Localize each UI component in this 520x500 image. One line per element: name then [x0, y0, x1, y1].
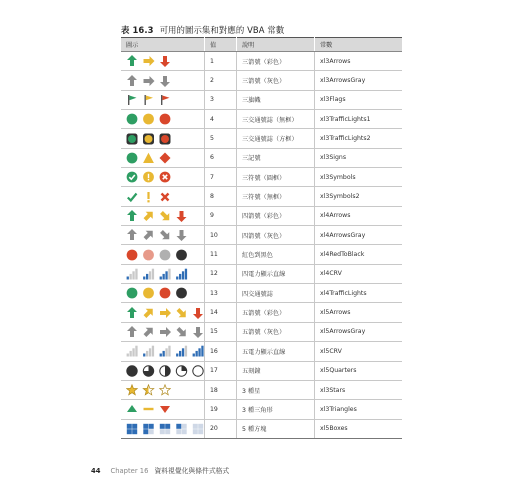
icon-set-cell — [121, 187, 205, 206]
box-icon — [193, 424, 203, 434]
value-cell: 10 — [205, 226, 237, 245]
table-row — [121, 110, 402, 129]
icon-set-cell — [121, 90, 205, 109]
arrow-icon — [158, 229, 173, 241]
flag-icon — [128, 95, 137, 105]
constant-cell: xl5Quarters — [315, 361, 403, 380]
icon-set-graphic — [126, 268, 188, 280]
icon-set-graphic — [126, 55, 171, 67]
traffic-light-icon — [127, 249, 138, 260]
icon-set-cell — [121, 206, 205, 225]
description-cell: 三記號 — [237, 148, 315, 167]
value-cell: 8 — [205, 187, 237, 206]
traffic-light-icon — [176, 288, 187, 299]
description-cell: 三交通號誌（方框） — [237, 129, 315, 148]
description-cell: 三符號（無框） — [237, 187, 315, 206]
icon-set-cell — [121, 361, 205, 380]
value-cell: 15 — [205, 322, 237, 341]
table-row — [121, 303, 402, 322]
check-icon — [128, 193, 137, 200]
star-icon — [127, 385, 138, 395]
triangle-down-icon — [160, 406, 170, 413]
icon-set-graphic — [126, 229, 188, 241]
arrow-icon — [127, 55, 137, 66]
description-cell: 三箭號（彩色） — [237, 52, 315, 71]
table-row — [121, 168, 402, 187]
value-cell: 5 — [205, 129, 237, 148]
icon-set-cell — [121, 380, 205, 399]
constant-cell: xl5Boxes — [315, 419, 403, 438]
icon-set-graphic — [126, 365, 204, 377]
constant-cell: xl5CRV — [315, 342, 403, 361]
value-cell: 1 — [205, 52, 237, 71]
description-cell: 3 種星 — [237, 380, 315, 399]
footer-chapter: Chapter 16 — [110, 467, 149, 475]
arrow-icon — [127, 210, 137, 221]
icon-set-cell — [121, 342, 205, 361]
icon-set-graphic — [126, 249, 188, 261]
constant-cell: xl4RedToBlack — [315, 245, 403, 264]
icon-set-cell — [121, 419, 205, 438]
arrow-icon — [141, 307, 156, 319]
dash-icon — [144, 408, 154, 410]
table-caption — [121, 24, 284, 36]
value-cell: 17 — [205, 361, 237, 380]
icon-set-graphic — [126, 345, 204, 357]
icon-set-cell — [121, 264, 205, 283]
arrow-icon — [160, 308, 171, 318]
box-icon — [160, 424, 170, 434]
signal-bars-icon — [127, 346, 138, 357]
arrow-icon — [158, 210, 173, 222]
table-row — [121, 71, 402, 90]
signal-bars-icon — [193, 346, 204, 357]
box-icon — [143, 424, 153, 434]
icon-set-graphic — [126, 171, 171, 183]
traffic-light-icon — [127, 114, 138, 125]
icon-set-graphic — [126, 75, 171, 87]
table-caption-text: 可用的圖示集和對應的 VBA 常數 — [159, 25, 285, 35]
constant-cell: xl3ArrowsGray — [315, 71, 403, 90]
icon-set-graphic — [126, 307, 204, 319]
icon-set-graphic — [126, 326, 204, 338]
description-cell: 五箭號（彩色） — [237, 303, 315, 322]
arrow-icon — [160, 327, 171, 337]
table-row — [121, 52, 402, 71]
header-description: 說明 — [237, 38, 315, 52]
icon-set-graphic — [126, 113, 171, 125]
arrow-icon — [144, 56, 155, 66]
description-cell: 五刻鐘 — [237, 361, 315, 380]
table-row — [121, 245, 402, 264]
star-icon — [143, 385, 154, 395]
description-cell: 三符號（圓框） — [237, 168, 315, 187]
quarter-circle-icon — [193, 365, 203, 375]
value-cell: 7 — [205, 168, 237, 187]
table-row — [121, 226, 402, 245]
table-row — [121, 380, 402, 399]
traffic-light-icon — [127, 152, 138, 163]
icon-set-cell — [121, 110, 205, 129]
table-row — [121, 148, 402, 167]
icon-set-graphic — [126, 191, 171, 203]
traffic-light-icon — [127, 133, 138, 144]
cross-circle-icon — [160, 172, 171, 183]
quarter-circle-icon — [160, 365, 170, 375]
star-icon — [160, 385, 171, 395]
icon-set-graphic — [126, 403, 171, 415]
header-constant: 常數 — [315, 38, 403, 52]
value-cell: 13 — [205, 284, 237, 303]
table-row — [121, 400, 402, 419]
page-footer — [91, 465, 229, 475]
value-cell: 4 — [205, 110, 237, 129]
description-cell: 紅色到黑色 — [237, 245, 315, 264]
arrow-icon — [193, 327, 203, 338]
description-cell: 3 種三角形 — [237, 400, 315, 419]
cross-icon — [162, 193, 169, 200]
table-row — [121, 129, 402, 148]
traffic-light-icon — [143, 249, 154, 260]
quarter-circle-icon — [143, 365, 153, 375]
table-row — [121, 419, 402, 438]
value-cell: 19 — [205, 400, 237, 419]
signal-bars-icon — [143, 269, 154, 280]
description-cell: 四箭號（彩色） — [237, 206, 315, 225]
footer-chapter-title: 資料視覺化與條件式格式 — [154, 467, 230, 475]
value-cell: 20 — [205, 419, 237, 438]
table-row — [121, 322, 402, 341]
icon-set-graphic — [126, 94, 171, 106]
constant-cell: xl3Signs — [315, 148, 403, 167]
signal-bars-icon — [143, 346, 154, 357]
icon-set-cell — [121, 400, 205, 419]
exclamation-icon — [147, 192, 149, 202]
icon-set-graphic — [126, 423, 204, 435]
traffic-light-icon — [160, 288, 171, 299]
arrow-icon — [141, 210, 156, 222]
signal-bars-icon — [127, 269, 138, 280]
icon-set-graphic — [126, 210, 188, 222]
value-cell: 6 — [205, 148, 237, 167]
icon-set-cell — [121, 52, 205, 71]
arrow-icon — [174, 307, 189, 319]
description-cell: 三箭號（灰色） — [237, 71, 315, 90]
value-cell: 9 — [205, 206, 237, 225]
table-row — [121, 342, 402, 361]
box-icon — [127, 424, 137, 434]
icon-set-cell — [121, 168, 205, 187]
value-cell: 14 — [205, 303, 237, 322]
flag-icon — [145, 95, 154, 105]
traffic-light-icon — [160, 114, 171, 125]
signal-bars-icon — [160, 269, 171, 280]
signal-bars-icon — [160, 346, 171, 357]
table-row — [121, 264, 402, 283]
constant-cell: xl4ArrowsGray — [315, 226, 403, 245]
description-cell: 五電力顯示直線 — [237, 342, 315, 361]
icon-set-cell — [121, 226, 205, 245]
arrow-icon — [177, 211, 187, 222]
header-icon: 圖示 — [121, 38, 205, 52]
arrow-icon — [193, 308, 203, 319]
constant-cell: xl3Stars — [315, 380, 403, 399]
icon-set-cell — [121, 284, 205, 303]
description-cell: 三旗幟 — [237, 90, 315, 109]
arrow-icon — [141, 229, 156, 241]
description-cell: 五箭號（灰色） — [237, 322, 315, 341]
icon-set-graphic — [126, 384, 171, 396]
constant-cell: xl3Symbols2 — [315, 187, 403, 206]
icon-set-cell — [121, 245, 205, 264]
constant-cell: xl4TrafficLights — [315, 284, 403, 303]
constant-cell: xl3TrafficLights1 — [315, 110, 403, 129]
description-cell: 四電力顯示直線 — [237, 264, 315, 283]
table-row — [121, 187, 402, 206]
value-cell: 16 — [205, 342, 237, 361]
arrow-icon — [144, 76, 155, 86]
arrow-icon — [177, 230, 187, 241]
traffic-light-icon — [127, 288, 138, 299]
quarter-circle-icon — [127, 365, 137, 375]
constant-cell: xl3Symbols — [315, 168, 403, 187]
description-cell: 四箭號（灰色） — [237, 226, 315, 245]
page-number: 44 — [91, 467, 101, 475]
arrow-icon — [127, 326, 137, 337]
description-cell: 三交通號誌（無框） — [237, 110, 315, 129]
table-row — [121, 90, 402, 109]
icon-set-graphic — [126, 133, 171, 145]
table-row — [121, 361, 402, 380]
constant-cell: xl5Arrows — [315, 303, 403, 322]
arrow-icon — [127, 307, 137, 318]
value-cell: 2 — [205, 71, 237, 90]
icon-set-graphic — [126, 287, 188, 299]
box-icon — [176, 424, 186, 434]
traffic-light-icon — [160, 133, 171, 144]
icon-set-table — [121, 37, 402, 439]
constant-cell: xl3Arrows — [315, 52, 403, 71]
arrow-icon — [160, 56, 170, 67]
traffic-light-icon — [176, 249, 187, 260]
arrow-icon — [141, 326, 156, 338]
exclamation-circle-icon — [143, 172, 154, 183]
icon-set-cell — [121, 148, 205, 167]
triangle-sign-icon — [143, 153, 154, 163]
table-caption-number: 表 16.3 — [121, 25, 154, 35]
description-cell: 四交通號誌 — [237, 284, 315, 303]
check-circle-icon — [127, 172, 138, 183]
header-value: 值 — [205, 38, 237, 52]
table-row — [121, 206, 402, 225]
table-row — [121, 284, 402, 303]
traffic-light-icon — [143, 114, 154, 125]
constant-cell: xl3TrafficLights2 — [315, 129, 403, 148]
diamond-sign-icon — [160, 152, 171, 163]
value-cell: 11 — [205, 245, 237, 264]
value-cell: 3 — [205, 90, 237, 109]
traffic-light-icon — [143, 133, 154, 144]
arrow-icon — [174, 326, 189, 338]
traffic-light-icon — [160, 249, 171, 260]
value-cell: 12 — [205, 264, 237, 283]
arrow-icon — [160, 76, 170, 87]
triangle-up-icon — [127, 405, 137, 412]
icon-set-cell — [121, 129, 205, 148]
icon-set-cell — [121, 322, 205, 341]
constant-cell: xl4CRV — [315, 264, 403, 283]
arrow-icon — [127, 229, 137, 240]
value-cell: 18 — [205, 380, 237, 399]
icon-set-cell — [121, 303, 205, 322]
constant-cell: xl3Triangles — [315, 400, 403, 419]
flag-icon — [161, 95, 170, 105]
traffic-light-icon — [143, 288, 154, 299]
signal-bars-icon — [176, 346, 187, 357]
description-cell: 5 種方塊 — [237, 419, 315, 438]
table-header-row — [121, 38, 402, 52]
signal-bars-icon — [176, 269, 187, 280]
quarter-circle-icon — [176, 365, 186, 375]
constant-cell: xl3Flags — [315, 90, 403, 109]
arrow-icon — [127, 75, 137, 86]
icon-set-graphic — [126, 152, 171, 164]
constant-cell: xl4Arrows — [315, 206, 403, 225]
constant-cell: xl5ArrowsGray — [315, 322, 403, 341]
icon-set-cell — [121, 71, 205, 90]
